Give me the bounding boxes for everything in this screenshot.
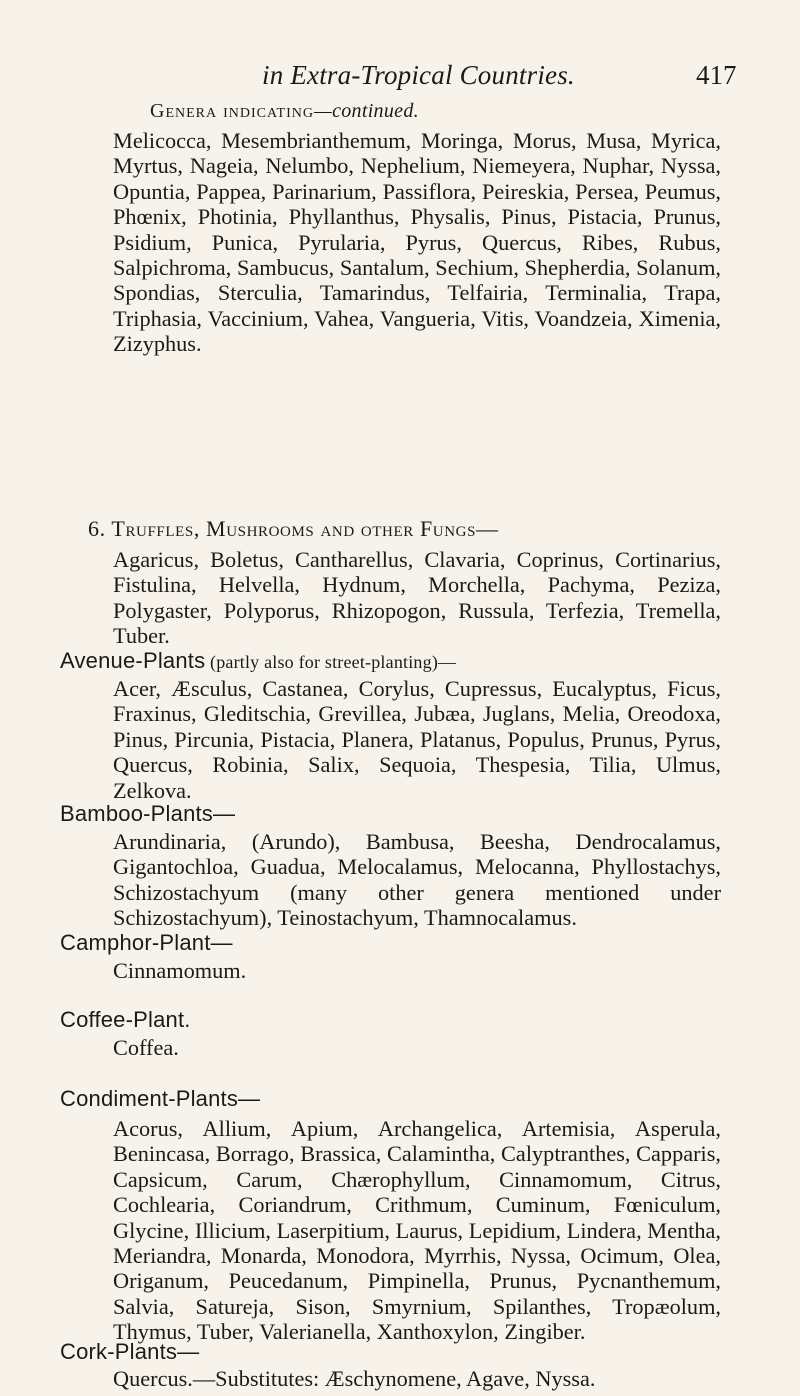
fungi-heading: 6. Truffles, Mushrooms and other Fungs—: [88, 516, 499, 541]
coffee-plant-paragraph: Coffea.: [113, 1035, 179, 1060]
subheading-continued: —continued.: [313, 100, 419, 122]
cork-plants-heading: Cork-Plants—: [60, 1339, 200, 1364]
camphor-plant-paragraph: Cinnamomum.: [113, 958, 247, 983]
camphor-plant-heading: Camphor-Plant—: [60, 930, 233, 955]
genera-subheading: [150, 100, 419, 123]
subheading-label: Genera indicating: [150, 100, 314, 122]
cork-plants-paragraph: Quercus.—Substitutes: Æschynomene, Agave, Nyssa.: [113, 1366, 596, 1391]
bamboo-plants-heading: Bamboo-Plants—: [60, 801, 236, 826]
condiment-plants-paragraph: Acorus, Allium, Apium, Archangelica, Artemisia, Asperula, Benincasa, Borrago, Brassica, Calamintha, Calyptranthes, Capparis, Capsicum, Carum, Chærophyllum, Cinnamomum, Citrus, Cochlearia, Coriandrum, Crithmum, Cuminum, Fœniculum, Glycine, Illicium, Laserpitium, Laurus, Lepidium, Lindera, Mentha, Meriandra, Monarda, Monodora, Myrrhis, Nyssa, Ocimum, Olea, Origanum, Peucedanum, Pimpinella, Prunus, Pycnanthemum, Salvia, Satureja, Sison, Smyrnium, Spilanthes, Tropæolum, Thymus, Tuber, Valerianella, Xanthoxylon, Zingiber.: [113, 1116, 721, 1345]
fungi-paragraph: Agaricus, Boletus, Cantharellus, Clavaria, Coprinus, Cortinarius, Fistulina, Helvella, Hydnum, Morchella, Pachyma, Peziza, Polygaster, Polyporus, Rhizopogon, Russula, Terfezia, Tremella, Tuber.: [113, 547, 721, 649]
avenue-plants-note: (partly also for street-planting)—: [205, 652, 457, 672]
condiment-plants-heading: Condiment-Plants—: [60, 1086, 261, 1111]
avenue-plants-paragraph: Acer, Æsculus, Castanea, Corylus, Cupressus, Eucalyptus, Ficus, Fraxinus, Gleditschia, Grevillea, Jubæa, Juglans, Melia, Oreodoxa, Pinus, Pircunia, Pistacia, Planera, Platanus, Populus, Prunus, Pyrus, Quercus, Robinia, Salix, Sequoia, Thespesia, Tilia, Ulmus, Zelkova.: [113, 676, 721, 803]
bamboo-plants-paragraph: Arundinaria, (Arundo), Bambusa, Beesha, Dendrocalamus, Gigantochloa, Guadua, Melocalamus, Melocanna, Phyllostachys, Schizostachyum (many other genera mentioned under Schizostachyum), Teinostachyum, Thamnocalamus.: [113, 829, 721, 931]
page-number: 417: [696, 60, 737, 90]
coffee-plant-heading: Coffee-Plant.: [60, 1007, 191, 1032]
avenue-plants-title: Avenue-Plants: [60, 648, 206, 673]
avenue-plants-heading: [60, 648, 456, 674]
running-head: in Extra-Tropical Countries.: [262, 60, 575, 90]
genera-list-paragraph: Melicocca, Mesembrianthemum, Moringa, Morus, Musa, Myrica, Myrtus, Nageia, Nelumbo, Nephelium, Niemeyera, Nuphar, Nyssa, Opuntia, Pappea, Parinarium, Passiflora, Peireskia, Persea, Peumus, Phœnix, Photinia, Phyllanthus, Physalis, Pinus, Pistacia, Prunus, Psidium, Punica, Pyrularia, Pyrus, Quercus, Ribes, Rubus, Salpichroma, Sambucus, Santalum, Sechium, Shepherdia, Solanum, Spondias, Sterculia, Tamarindus, Telfairia, Terminalia, Trapa, Triphasia, Vaccinium, Vahea, Vangueria, Vitis, Voandzeia, Ximenia, Zizyphus.: [113, 128, 721, 357]
